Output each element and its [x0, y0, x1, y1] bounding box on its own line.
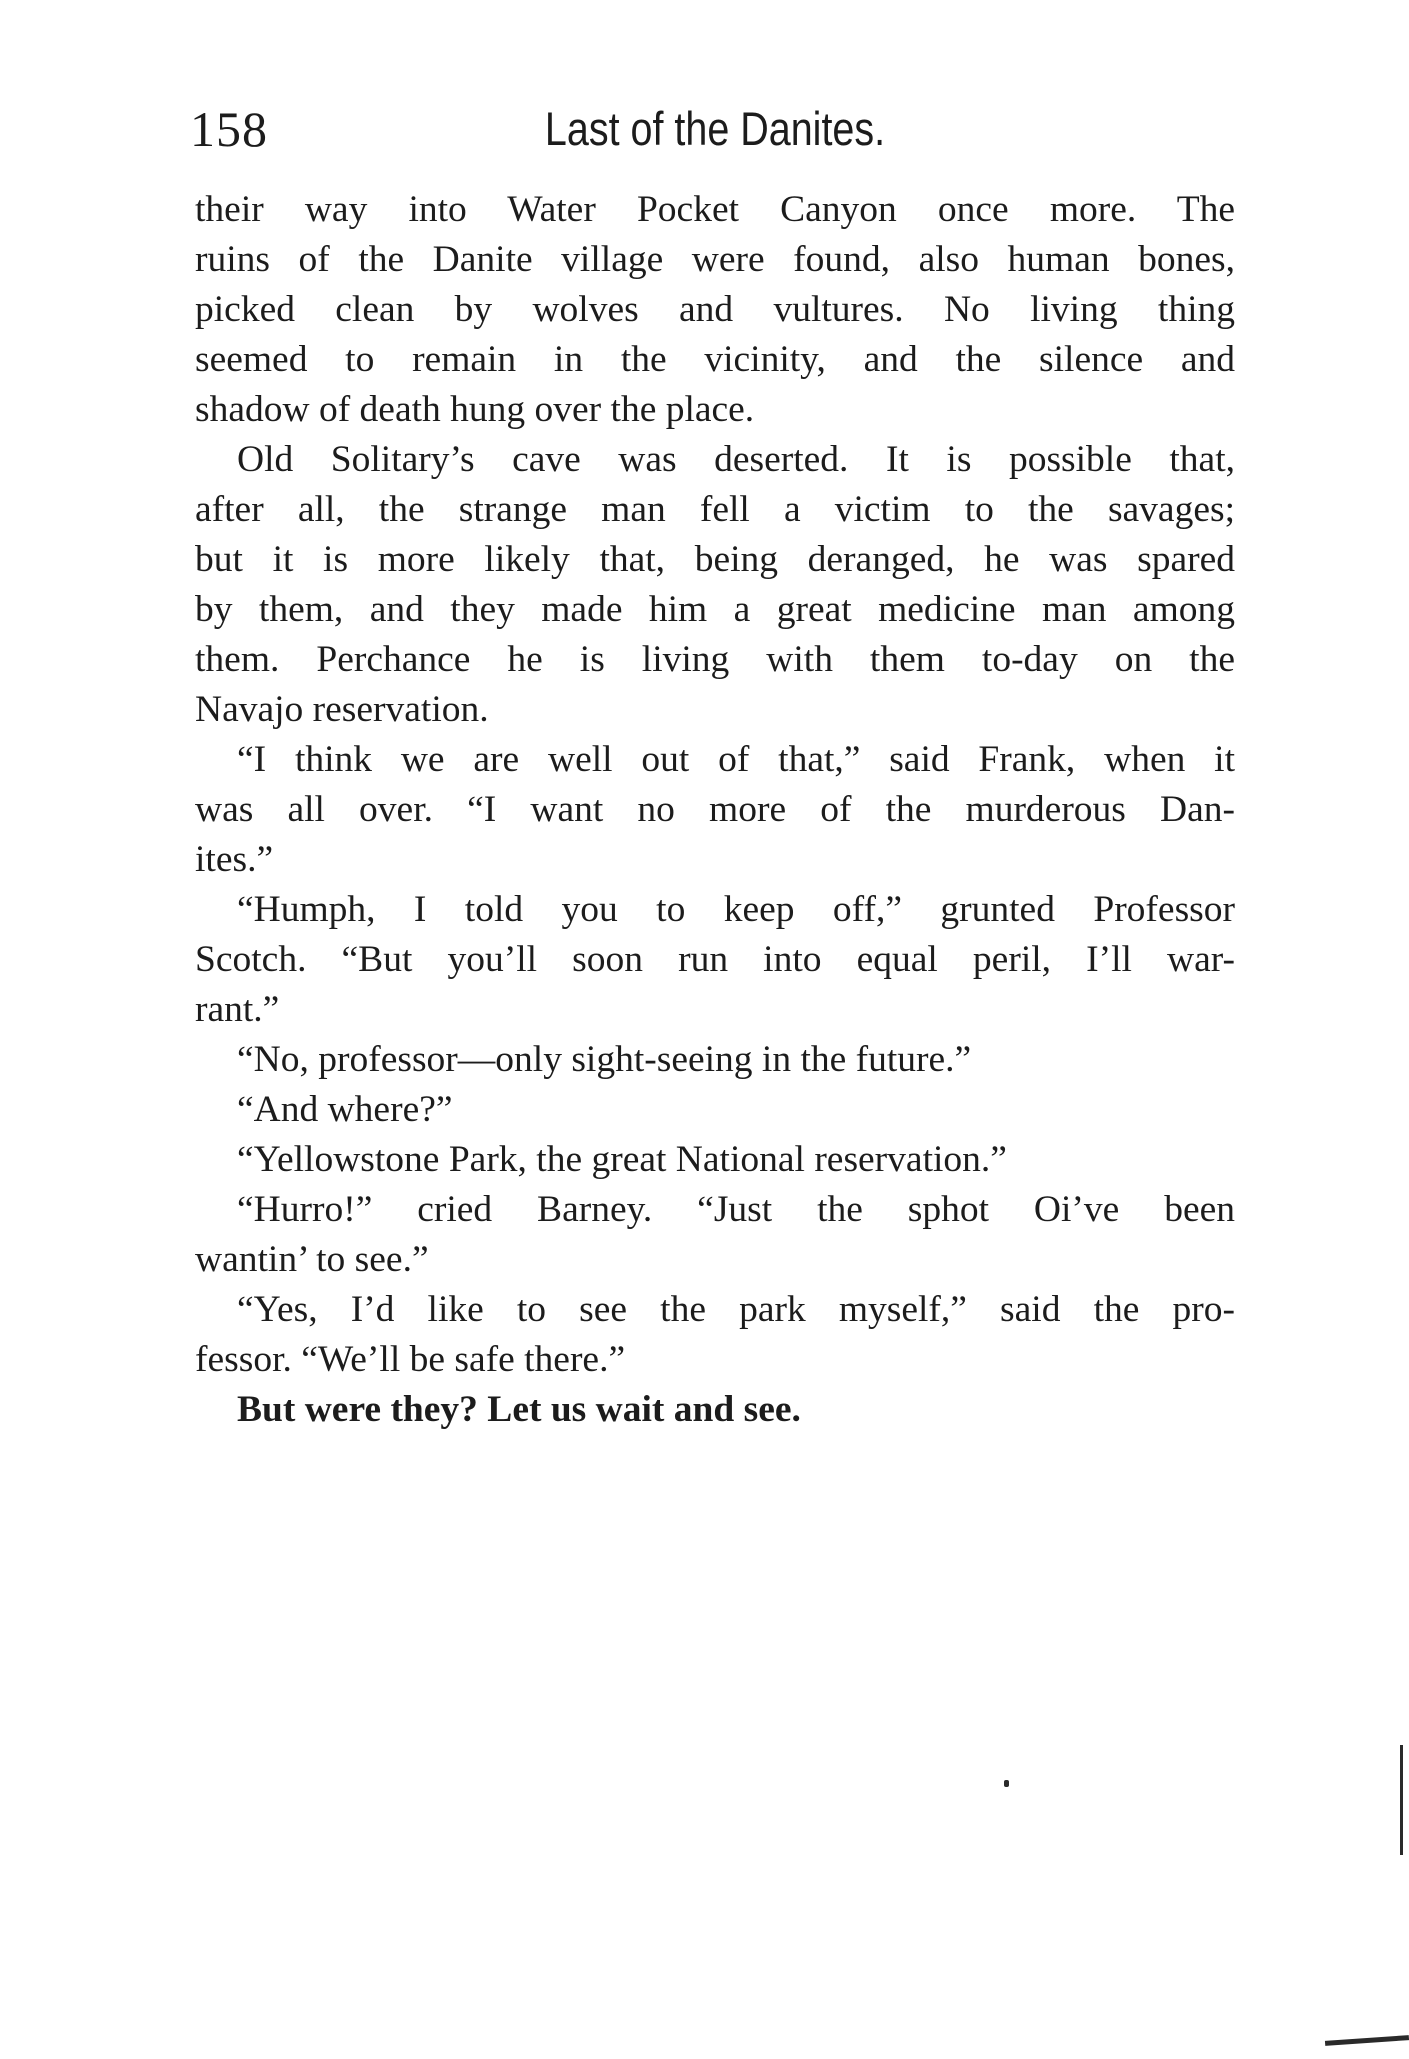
text-line: shadow of death hung over the place. — [195, 389, 755, 430]
text-line: “Humph, I told you to keep off,” grunted Professor — [237, 889, 1235, 930]
text-line: rant.” — [195, 989, 280, 1030]
text-line: but it is more likely that, being deranged, he was spared — [195, 539, 1235, 580]
text-line: was all over. “I want no more of the murderous Dan- — [195, 789, 1235, 830]
page-header — [190, 96, 1240, 166]
scan-edge-mark — [1325, 2035, 1409, 2046]
text-line: “And where?” — [237, 1089, 453, 1130]
text-line: after all, the strange man fell a victim to the savages; — [195, 489, 1235, 530]
text-line: “I think we are well out of that,” said Frank, when it — [237, 739, 1235, 780]
text-line: ruins of the Danite village were found, also human bones, — [195, 239, 1235, 280]
text-line: “Hurro!” cried Barney. “Just the sphot Oi’ve been — [237, 1189, 1235, 1230]
text-line: them. Perchance he is living with them to-day on the — [195, 639, 1235, 680]
text-line: Scotch. “But you’ll soon run into equal peril, I’ll war- — [195, 939, 1235, 980]
text-line: wantin’ to see.” — [195, 1239, 429, 1280]
text-line: their way into Water Pocket Canyon once more. The — [195, 189, 1235, 230]
text-line: “Yellowstone Park, the great National reservation.” — [237, 1139, 1007, 1180]
text-line: “No, professor—only sight-seeing in the future.” — [237, 1039, 972, 1080]
text-line: Navajo reservation. — [195, 689, 489, 730]
scan-edge-mark — [1400, 1745, 1403, 1855]
text-line: fessor. “We’ll be safe there.” — [195, 1339, 626, 1380]
body-text — [195, 185, 1235, 1435]
text-line: picked clean by wolves and vultures. No living thing — [195, 289, 1235, 330]
text-line: “Yes, I’d like to see the park myself,” said the pro- — [237, 1289, 1235, 1330]
ink-speck — [1004, 1780, 1009, 1787]
running-title: Last of the Danites. — [544, 102, 886, 155]
text-line: Old Solitary’s cave was deserted. It is possible that, — [237, 439, 1235, 480]
page-number: 158 — [190, 101, 268, 157]
text-line: ites.” — [195, 839, 274, 880]
text-line: But were they? Let us wait and see. — [237, 1389, 801, 1430]
text-line: seemed to remain in the vicinity, and the silence and — [195, 339, 1235, 380]
text-line: by them, and they made him a great medicine man among — [195, 589, 1235, 630]
